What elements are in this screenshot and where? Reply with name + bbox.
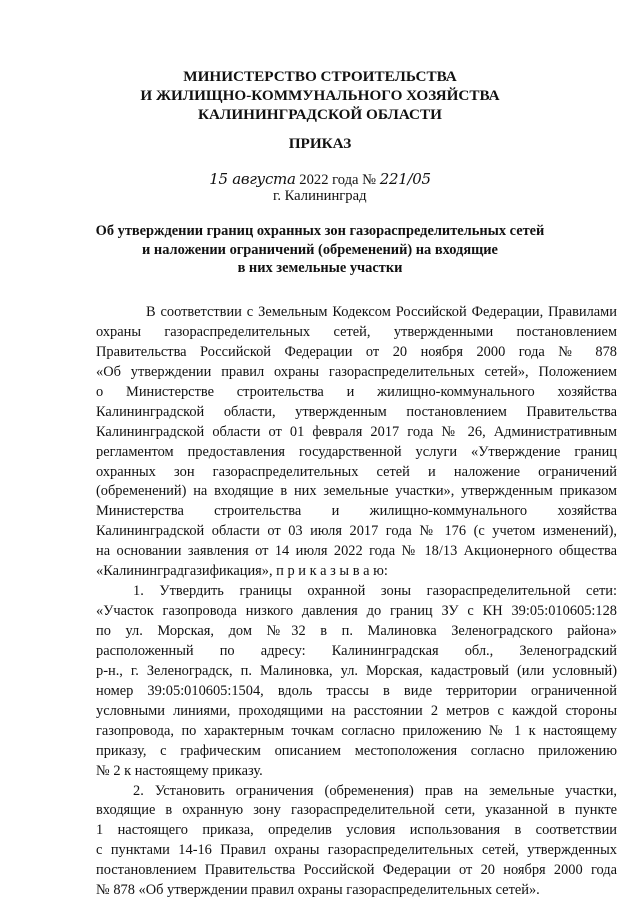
body-line: В соответствии с Земельным Кодексом Российской Федерации, Правилами: [146, 304, 617, 320]
order-body: [96, 303, 617, 901]
subject-line: в них земельные участки: [237, 260, 403, 276]
body-line: номер 39:05:010605:1504, вдоль трассы в виде территории ограниченной: [96, 682, 617, 699]
body-line: Калининградской области от 03 июля 2017 года № 176 (с учетом изменений),: [96, 523, 617, 540]
ministry-line: МИНИСТЕРСТВО СТРОИТЕЛЬСТВА: [183, 68, 457, 85]
body-line: постановлением Правительства Российской Федерации от 20 ноября 2000 года: [96, 862, 617, 879]
subject-line: Об утверждении границ охранных зон газораспределительных сетей: [95, 223, 545, 239]
body-line: газопровода, по характерным точкам согласно приложению № 1 к настоящему: [96, 722, 617, 739]
ministry-line: И ЖИЛИЩНО-КОММУНАЛЬНОГО ХОЗЯЙСТВА: [140, 87, 500, 104]
body-line: «Об утверждении правил охраны газораспределительных сетей», Положением: [96, 363, 617, 380]
body-line: Правительства Российской Федерации от 20 ноября 2000 года № 878: [96, 343, 617, 360]
body-line: Министерства строительства и жилищно-коммунального хозяйства: [96, 503, 617, 520]
body-line: «Участок газопровода низкого давления до границ ЗУ с КН 39:05:010605:128: [96, 603, 617, 620]
body-line: 1. Утвердить границы охранной зоны газораспределительной сети:: [133, 583, 617, 600]
printed-date: 2022 года №: [299, 172, 377, 188]
body-line: условными линиями, проходящими на расстоянии 2 метров с каждой стороны: [96, 702, 617, 719]
body-line: 2. Установить ограничения (обременения) прав на земельные участки,: [133, 782, 617, 799]
body-line: на основании заявления от 14 июля 2022 года № 18/13 Акционерного общества: [96, 543, 617, 560]
ministry-header: [95, 67, 545, 124]
body-line: расположенный по адресу: Калининградская обл., Зеленоградский: [96, 642, 617, 659]
body-line: охраны газораспределительных сетей, утвержденными постановлением: [96, 323, 617, 340]
body-line: Калининградской области, утвержденным постановлением Правительства: [96, 403, 617, 420]
body-line: охранных зон газораспределительных сетей и наложение ограничений: [96, 463, 617, 480]
doc-type-title: ПРИКАЗ: [288, 135, 352, 152]
city-name: г. Калининград: [273, 188, 367, 204]
ministry-line: КАЛИНИНГРАДСКОЙ ОБЛАСТИ: [198, 106, 442, 123]
handwritten-date: 15 августа: [209, 170, 296, 188]
order-subject: [95, 222, 545, 278]
body-line: № 2 к настоящему приказу.: [96, 762, 263, 779]
body-line: Калининградской области от 01 февраля 2017 года № 26, Административным: [96, 423, 617, 440]
body-line: о Министерстве строительства и жилищно-коммунального хозяйства: [96, 383, 617, 400]
body-line: входящие в охранную зону газораспределительной сети, указанной в пункте: [96, 802, 617, 819]
body-line: «Калининградгазификация», п р и к а з ы в а ю:: [96, 563, 388, 580]
body-line: № 878 «Об утверждении правил охраны газораспределительных сетей».: [96, 882, 540, 899]
body-line: (обременений) на входящие в них земельные участки», утвержденным приказом: [96, 483, 617, 500]
body-line: приказу, с графическим описанием местоположения согласно приложению: [96, 742, 617, 759]
body-line: регламентом предоставления государственной услуги «Утверждение границ: [96, 443, 617, 460]
body-line: по ул. Морская, дом №32 в п. Малиновка Зеленоградского района»: [96, 623, 617, 639]
body-line: р-н., г. Зеленоградск, п. Малиновка, ул. Морская, кадастровый (или условный): [96, 662, 617, 679]
body-line: 1 настоящего приказа, определив условия использования в соответствии: [96, 822, 617, 839]
handwritten-number: 221/05: [379, 170, 431, 188]
subject-line: и наложении ограничений (обременений) на входящие: [142, 241, 498, 258]
body-line: с пунктами 14-16 Правил охраны газораспределительных сетей, утвержденных: [96, 842, 617, 859]
